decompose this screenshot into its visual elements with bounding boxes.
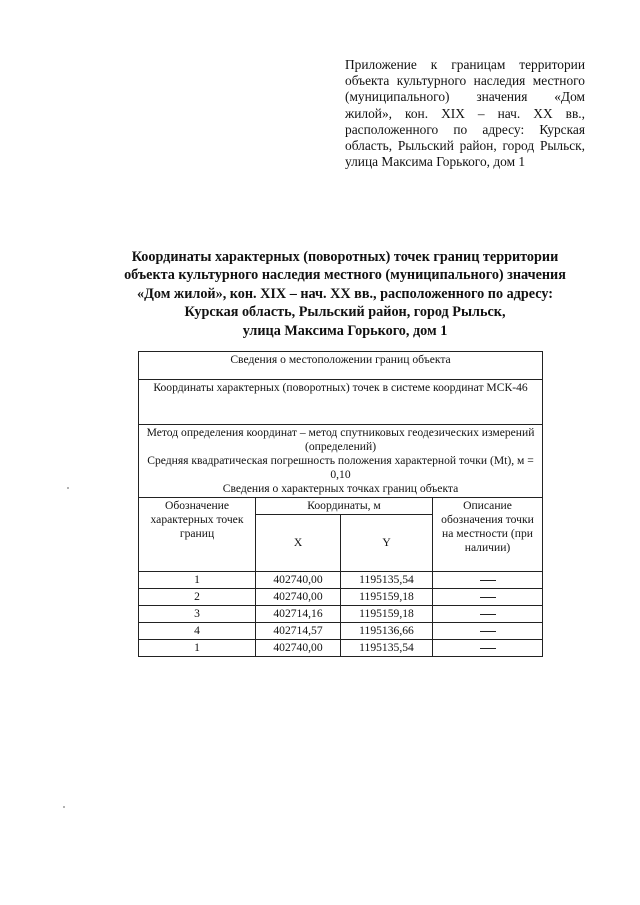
x-cell: 402740,00 xyxy=(256,640,341,657)
table-header-row xyxy=(139,498,543,515)
description-cell xyxy=(433,606,543,623)
document-heading xyxy=(95,248,595,340)
description-cell xyxy=(433,589,543,606)
y-cell: 1195159,18 xyxy=(341,606,433,623)
dash-mark xyxy=(480,597,496,598)
description-cell xyxy=(433,640,543,657)
x-cell: 402714,57 xyxy=(256,623,341,640)
y-cell: 1195136,66 xyxy=(341,623,433,640)
table-row xyxy=(139,572,543,589)
table-row xyxy=(139,606,543,623)
y-cell: 1195159,18 xyxy=(341,589,433,606)
y-cell: 1195135,54 xyxy=(341,640,433,657)
y-cell: 1195135,54 xyxy=(341,572,433,589)
table-row xyxy=(139,623,543,640)
heading-line-5: улица Максима Горького, дом 1 xyxy=(242,322,448,339)
method-cell xyxy=(139,425,543,498)
points-info-text: Сведения о характерных точках границ объекта xyxy=(222,482,459,495)
heading-line-3: «Дом жилой», кон. XIX – нач. XX вв., расположенного по адресу: xyxy=(137,285,553,302)
dash-mark xyxy=(480,614,496,615)
table-row xyxy=(139,640,543,657)
description-cell xyxy=(433,572,543,589)
heading-line-2: объекта культурного наследия местного (муниципального) значения xyxy=(124,267,566,284)
accuracy-text: Средняя квадратическая погрешность положения характерной точки (Mt), м = 0,10 xyxy=(147,454,534,481)
x-cell: 402740,00 xyxy=(256,572,341,589)
table-row-location-info xyxy=(139,352,543,380)
table-row-method xyxy=(139,425,543,498)
x-cell: 402714,16 xyxy=(256,606,341,623)
coord-system-cell: Координаты характерных (поворотных) точек в системе координат МСК-46 xyxy=(139,380,543,425)
appendix-text: Приложение к границам территории объекта культурного наследия местного (муниципального) значения «Дом жилой», кон. XIX – нач. XX вв., расположенного по адресу: Курская область, Рыльский район, город Рыльск, улица Максима Горького, дом 1 xyxy=(345,57,585,170)
table-row-coord-system xyxy=(139,380,543,425)
point-cell: 4 xyxy=(139,623,256,640)
col-designation-header: Обозначение характерных точек границ xyxy=(139,498,256,572)
col-coordinates-header: Координаты, м xyxy=(256,498,433,515)
heading-line-4: Курская область, Рыльский район, город Рыльск, xyxy=(184,304,506,321)
col-y-header: Y xyxy=(341,515,433,572)
heading-line-1: Координаты характерных (поворотных) точек границ территории xyxy=(131,249,559,265)
method-text: Метод определения координат – метод спутниковых геодезических измерений (определений) xyxy=(146,426,535,453)
coordinates-table xyxy=(138,351,543,657)
scan-speck xyxy=(67,487,69,489)
col-x-header: X xyxy=(256,515,341,572)
dash-mark xyxy=(480,631,496,632)
table-row xyxy=(139,589,543,606)
location-info-cell: Сведения о местоположении границ объекта xyxy=(139,352,543,380)
dash-mark xyxy=(480,580,496,581)
dash-mark xyxy=(480,648,496,649)
point-cell: 2 xyxy=(139,589,256,606)
scan-speck xyxy=(63,806,65,808)
point-cell: 1 xyxy=(139,572,256,589)
appendix-note xyxy=(345,57,585,170)
point-cell: 3 xyxy=(139,606,256,623)
description-cell xyxy=(433,623,543,640)
point-cell: 1 xyxy=(139,640,256,657)
x-cell: 402740,00 xyxy=(256,589,341,606)
col-description-header: Описание обозначения точки на местности (при наличии) xyxy=(433,498,543,572)
